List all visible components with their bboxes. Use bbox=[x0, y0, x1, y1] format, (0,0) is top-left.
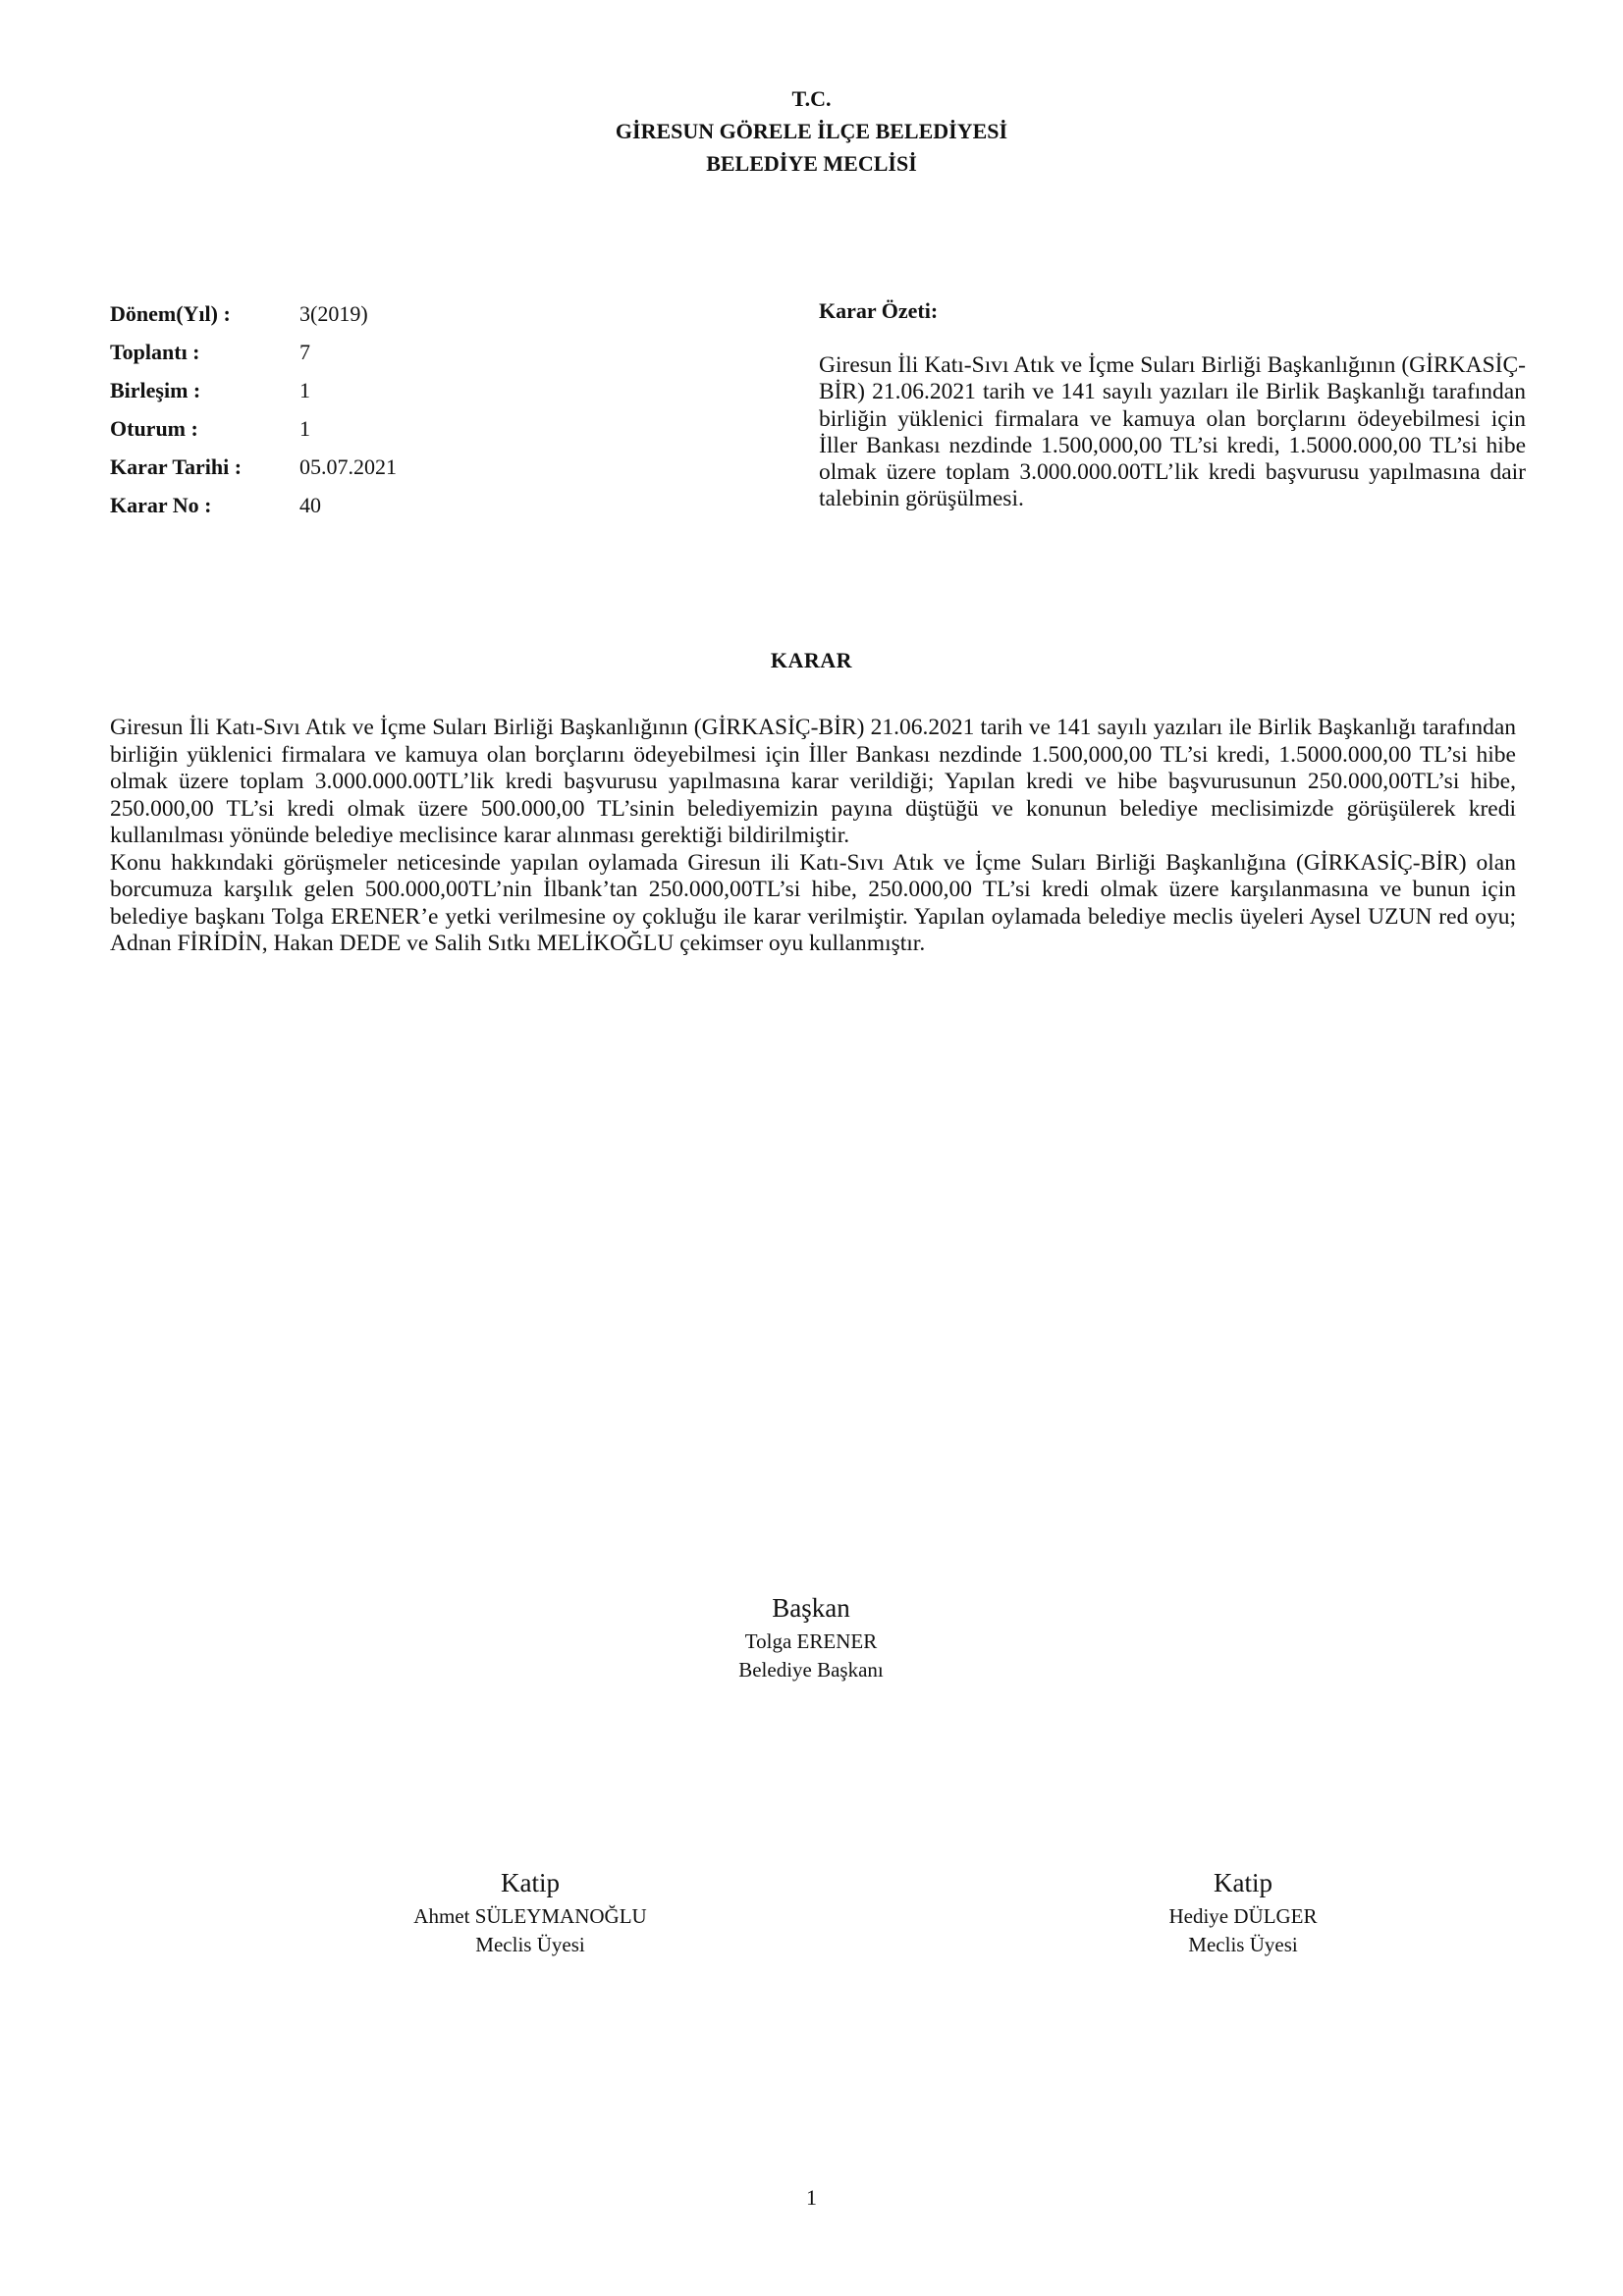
info-value: 40 bbox=[299, 493, 321, 517]
summary-title: Karar Özeti: bbox=[819, 298, 939, 323]
info-row-karar-no bbox=[110, 486, 447, 524]
signature-role: Katip bbox=[501, 1868, 560, 1897]
info-row-oturum bbox=[110, 409, 447, 448]
info-label: Birleşim : bbox=[110, 378, 201, 402]
page-number: 1 bbox=[806, 2185, 817, 2210]
signature-name: Hediye DÜLGER bbox=[1168, 1904, 1318, 1928]
signature-role: Başkan bbox=[772, 1593, 850, 1623]
decision-paragraph-2: Konu hakkındaki görüşmeler neticesinde yapılan oylamada Giresun ili Katı-Sıvı Atık ve İçme Suları Birliği Başkanlığına (GİRKASİÇ-BİR) olan borcumuza karşılık gelen 500.000,00TL’nin İlbank’tan 250.000,00TL’si hibe, 250.000,00 TL’si kredi olmak üzere karşılanmasına ve bunun için belediye başkanı Tolga ERENER’e yetki verilmesine oy çokluğu ile karar verilmiştir. Yapılan oylamada belediye meclis üyeleri Aysel UZUN red oyu; Adnan FİRİDİN, Hakan DEDE ve Salih Sıtkı MELİKOĞLU çekimser oyu kullanmıştır. bbox=[110, 849, 1516, 956]
info-label: Dönem(Yıl) : bbox=[110, 301, 231, 326]
info-value: 1 bbox=[299, 378, 310, 402]
decision-summary bbox=[819, 294, 1526, 513]
decision-title: KARAR bbox=[770, 648, 853, 672]
info-row-birlesim bbox=[110, 371, 447, 409]
info-value: 05.07.2021 bbox=[299, 454, 397, 479]
signature-role: Katip bbox=[1214, 1868, 1272, 1897]
info-row-karar-tarihi bbox=[110, 448, 447, 486]
meeting-info-table bbox=[110, 294, 447, 524]
signature-title: Meclis Üyesi bbox=[1188, 1933, 1298, 1956]
signature-baskan bbox=[615, 1588, 1007, 1684]
info-row-toplanti bbox=[110, 333, 447, 371]
signature-name: Ahmet SÜLEYMANOĞLU bbox=[413, 1904, 647, 1928]
info-label: Toplantı : bbox=[110, 340, 200, 364]
header-tc: T.C. bbox=[791, 86, 832, 111]
document-header bbox=[0, 82, 1623, 180]
info-value: 7 bbox=[299, 340, 310, 364]
header-council: BELEDİYE MECLİSİ bbox=[706, 151, 917, 176]
signature-title: Belediye Başkanı bbox=[738, 1658, 884, 1682]
decision-paragraph-1: Giresun İli Katı-Sıvı Atık ve İçme Suları Birliği Başkanlığının (GİRKASİÇ-BİR) 21.06.2021 tarih ve 141 sayılı yazıları ile Birlik Başkanlığı tarafından birliğin yüklenici firmalara ve kamuya olan borçlarını ödeyebilmesi için İller Bankası nezdinde 1.500,000,00 TL’si kredi, 1.5000.000,00 TL’si hibe olmak üzere toplam 3.000.000.00TL’lik kredi başvurusu yapılmasına karar verildiği; Yapılan kredi ve hibe başvurusunun 250.000,00TL’si hibe, 250.000,00 TL’si kredi olmak üzere 500.000,00 TL’sinin belediyemizin payına düştüğü ve konunun belediye meclisimizde görüşülerek kredi kullanılması yönünde belediye meclisince karar alınması gerektiği bildirilmiştir. bbox=[110, 715, 1516, 848]
info-value: 1 bbox=[299, 416, 310, 441]
signature-title: Meclis Üyesi bbox=[475, 1933, 585, 1956]
header-municipality: GİRESUN GÖRELE İLÇE BELEDİYESİ bbox=[615, 119, 1008, 143]
signature-name: Tolga ERENER bbox=[744, 1629, 878, 1653]
info-value: 3(2019) bbox=[299, 301, 368, 326]
info-label: Oturum : bbox=[110, 416, 198, 441]
signature-katip-1 bbox=[334, 1863, 727, 1959]
decision-body bbox=[110, 715, 1516, 958]
summary-text: Giresun İli Katı-Sıvı Atık ve İçme Suları Birliği Başkanlığının (GİRKASİÇ-BİR) 21.06.2021 tarih ve 141 sayılı yazıları ile Birlik Başkanlığı tarafından birliğin yüklenici firmalara ve kamuya olan borçlarını ödeyebilmesi için İller Bankası nezdinde 1.500,000,00 TL’si kredi, 1.5000.000,00 TL’si hibe olmak üzere toplam 3.000.000.00TL’lik kredi başvurusu yapılmasına dair talebinin görüşülmesi. bbox=[819, 352, 1526, 512]
info-label: Karar Tarihi : bbox=[110, 454, 243, 479]
signature-katip-2 bbox=[1047, 1863, 1439, 1959]
info-row-donem bbox=[110, 294, 447, 333]
info-label: Karar No : bbox=[110, 493, 212, 517]
